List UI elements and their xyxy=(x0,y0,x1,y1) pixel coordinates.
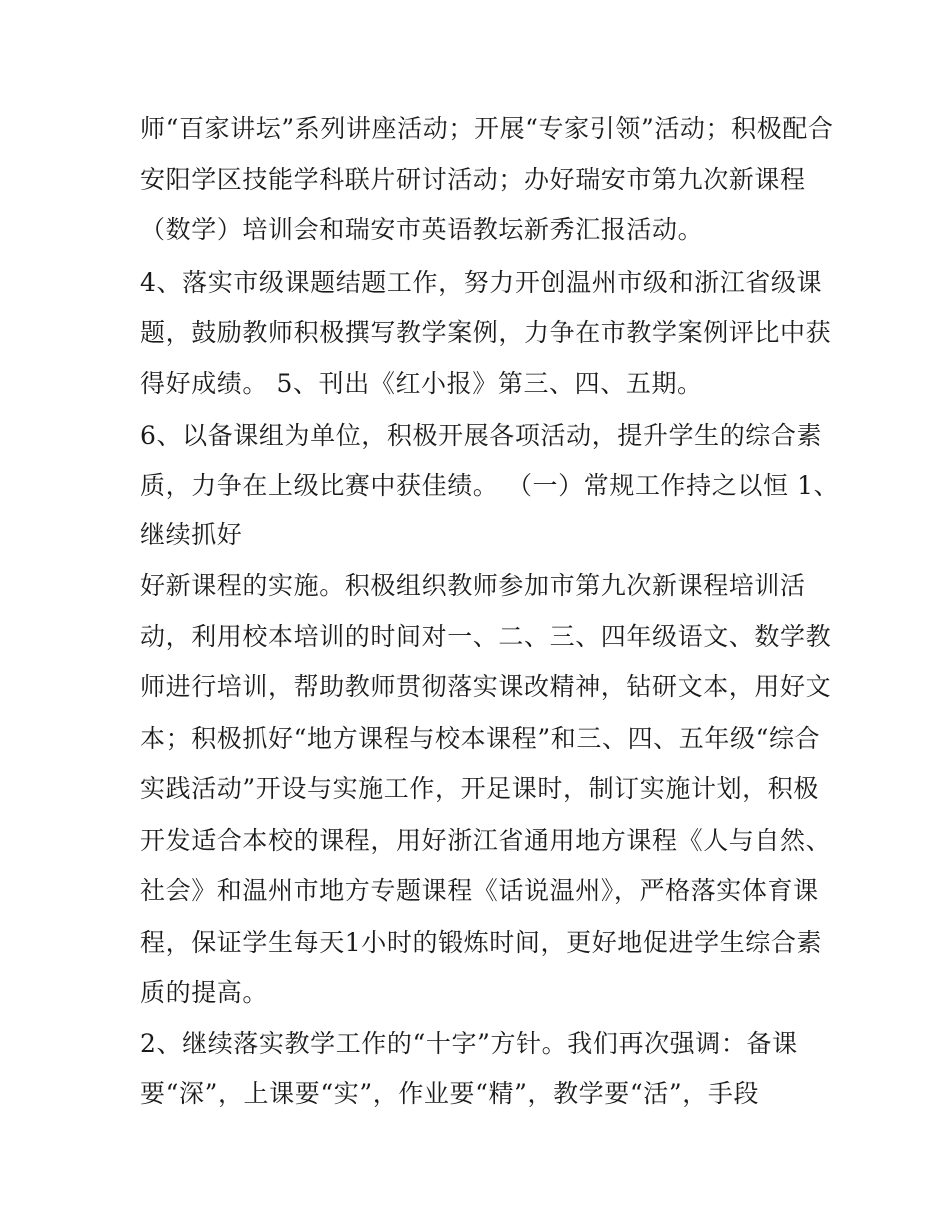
text-line: 得好成绩。 5、刊出《红小报》第三、四、五期。 xyxy=(140,369,703,398)
text-line: 师“百家讲坛”系列讲座活动；开展“专家引领”活动；积极配合 xyxy=(140,114,834,143)
text-line: 程，保证学生每天1小时的锻炼时间，更好地促进学生综合素 xyxy=(140,928,823,957)
text-line: 开发适合本校的课程，用好浙江省通用地方课程《人与自然、 xyxy=(140,826,832,855)
text-line: 2、继续落实教学工作的“十字”方针。我们再次强调：备课 xyxy=(140,1029,798,1058)
text-line: 题，鼓励教师积极撰写教学案例，力争在市教学案例评比中获 xyxy=(140,318,832,347)
text-line: 4、落实市级课题结题工作，努力开创温州市级和浙江省级课 xyxy=(140,268,823,297)
text-line: 6、以备课组为单位，积极开展各项活动，提升学生的综合素 xyxy=(140,421,823,450)
text-line: 动，利用校本培训的时间对一、二、三、四年级语文、数学教 xyxy=(140,622,832,651)
text-line: 要“深”，上课要“实”，作业要“精”，教学要“活”，手段 xyxy=(140,1079,760,1108)
text-line: 好新课程的实施。积极组织教师参加市第九次新课程培训活 xyxy=(140,571,806,600)
text-line: 社会》和温州市地方专题课程《话说温州》，严格落实体育课 xyxy=(140,876,819,905)
text-line: 质，力争在上级比赛中获佳绩。 （一）常规工作持之以恒 1、 xyxy=(140,471,840,500)
text-line: 安阳学区技能学科联片研讨活动；办好瑞安市第九次新课程 xyxy=(140,165,806,194)
text-line: 继续抓好 xyxy=(140,520,243,549)
text-line: 实践活动”开设与实施工作，开足课时，制订实施计划，积极 xyxy=(140,774,819,803)
text-line: （数学）培训会和瑞安市英语教坛新秀汇报活动。 xyxy=(140,215,704,244)
text-line: 师进行培训，帮助教师贯彻落实课改精神，钻研文本，用好文 xyxy=(140,672,832,701)
text-line: 本；积极抓好“地方课程与校本课程”和三、四、五年级“综合 xyxy=(140,724,821,753)
text-line: 质的提高。 xyxy=(140,978,269,1007)
